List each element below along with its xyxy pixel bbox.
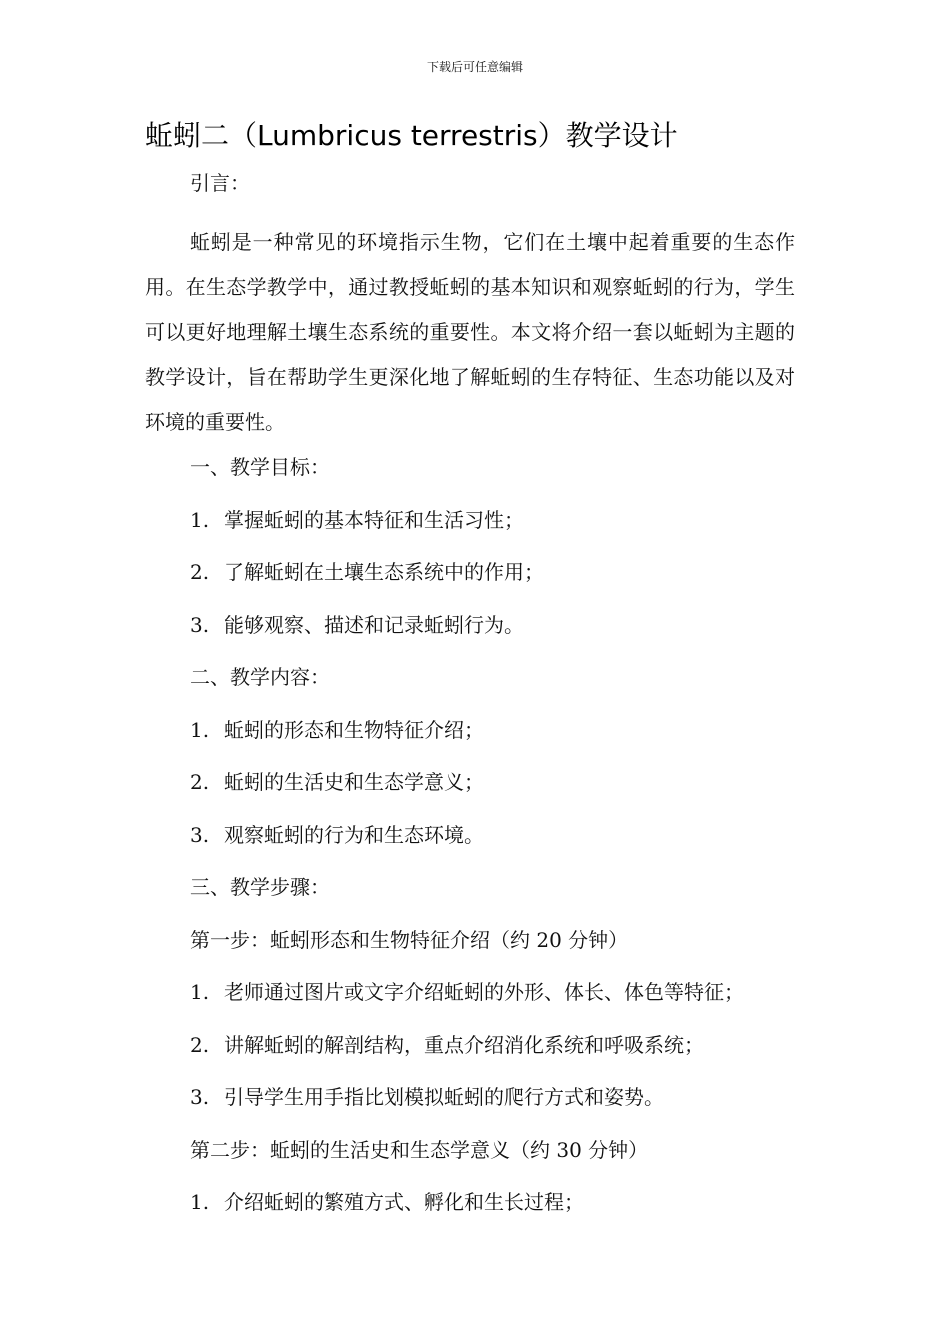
list-item-text: 掌握蚯蚓的基本特征和生活习性；	[224, 508, 524, 532]
list-item-text: 能够观察、描述和记录蚯蚓行为。	[224, 613, 524, 637]
list-item	[190, 1030, 704, 1060]
list-item-number: 2.	[190, 770, 210, 794]
list-item-number: 3.	[190, 1085, 210, 1109]
intro-paragraph: 蚯蚓是一种常见的环境指示生物，它们在土壤中起着重要的生态作用。在生态学教学中，通过教授蚯蚓的基本知识和观察蚯蚓的行为，学生可以更好地理解土壤生态系统的重要性。本文将介绍一套以蚯蚓为主题的教学设计，旨在帮助学生更深化地了解蚯蚓的生存特征、生态功能以及对环境的重要性。	[145, 230, 795, 434]
list-item-number: 1.	[190, 1190, 210, 1214]
section-heading-goals: 一、教学目标：	[190, 455, 330, 479]
section-heading-content: 二、教学内容：	[190, 665, 330, 689]
list-item	[190, 610, 524, 640]
list-item-number: 1.	[190, 980, 210, 1004]
step-title-1: 第一步：蚯蚓形态和生物特征介绍（约 20 分钟）	[190, 928, 629, 952]
list-item-number: 3.	[190, 613, 210, 637]
intro-label: 引言：	[190, 171, 250, 195]
list-item	[190, 1187, 584, 1217]
header-note: 下载后可任意编辑	[426, 60, 523, 74]
list-item	[190, 977, 744, 1007]
list-item	[190, 820, 484, 850]
list-item	[190, 505, 524, 535]
list-item-text: 蚯蚓的生活史和生态学意义；	[224, 770, 484, 794]
list-item-text: 老师通过图片或文字介绍蚯蚓的外形、体长、体色等特征；	[224, 980, 744, 1004]
list-item-text: 蚯蚓的形态和生物特征介绍；	[224, 718, 484, 742]
list-item	[190, 557, 544, 587]
document-title: 蚯蚓二（Lumbricus terrestris）教学设计	[145, 119, 678, 152]
list-item-number: 2.	[190, 1033, 210, 1057]
list-item-number: 1.	[190, 508, 210, 532]
list-item-text: 引导学生用手指比划模拟蚯蚓的爬行方式和姿势。	[224, 1085, 664, 1109]
list-item	[190, 767, 484, 797]
list-item	[190, 715, 484, 745]
step-title-2: 第二步：蚯蚓的生活史和生态学意义（约 30 分钟）	[190, 1138, 649, 1162]
list-item-number: 1.	[190, 718, 210, 742]
list-item-number: 2.	[190, 560, 210, 584]
list-item-number: 3.	[190, 823, 210, 847]
list-item-text: 观察蚯蚓的行为和生态环境。	[224, 823, 484, 847]
list-item-text: 介绍蚯蚓的繁殖方式、孵化和生长过程；	[224, 1190, 584, 1214]
section-heading-steps: 三、教学步骤：	[190, 875, 330, 899]
list-item-text: 了解蚯蚓在土壤生态系统中的作用；	[224, 560, 544, 584]
list-item	[190, 1082, 664, 1112]
list-item-text: 讲解蚯蚓的解剖结构，重点介绍消化系统和呼吸系统；	[224, 1033, 704, 1057]
